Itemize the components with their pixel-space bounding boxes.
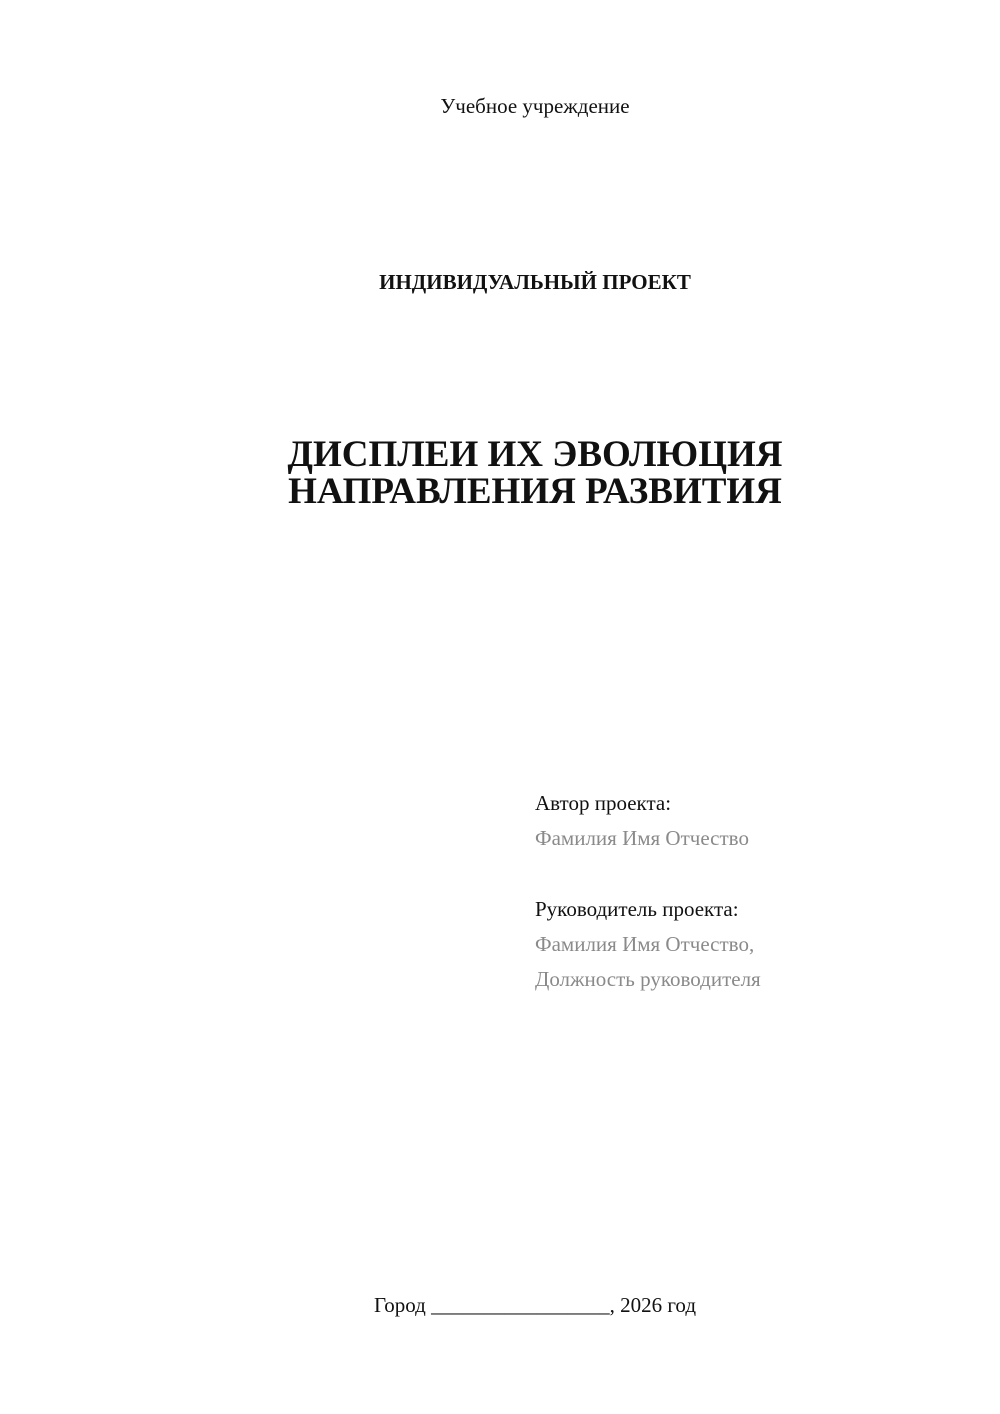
project-title [135, 436, 935, 510]
project-title-line-2: НАПРАВЛЕНИЯ РАЗВИТИЯ [288, 471, 782, 512]
author-label: Автор проекта: [535, 791, 672, 815]
author-block [535, 786, 975, 856]
city-year-footer: Город _________________, 2026 год [373, 1293, 697, 1317]
project-title-line-1: ДИСПЛЕИ ИХ ЭВОЛЮЦИЯ [287, 434, 783, 475]
supervisor-position: Должность руководителя [535, 967, 761, 991]
institution-name: Учебное учреждение [440, 94, 630, 118]
author-name: Фамилия Имя Отчество [535, 826, 749, 850]
project-type-heading: ИНДИВИДУАЛЬНЫЙ ПРОЕКТ [379, 270, 691, 294]
supervisor-name: Фамилия Имя Отчество, [535, 932, 755, 956]
supervisor-label: Руководитель проекта: [535, 897, 739, 921]
supervisor-block [535, 892, 975, 997]
